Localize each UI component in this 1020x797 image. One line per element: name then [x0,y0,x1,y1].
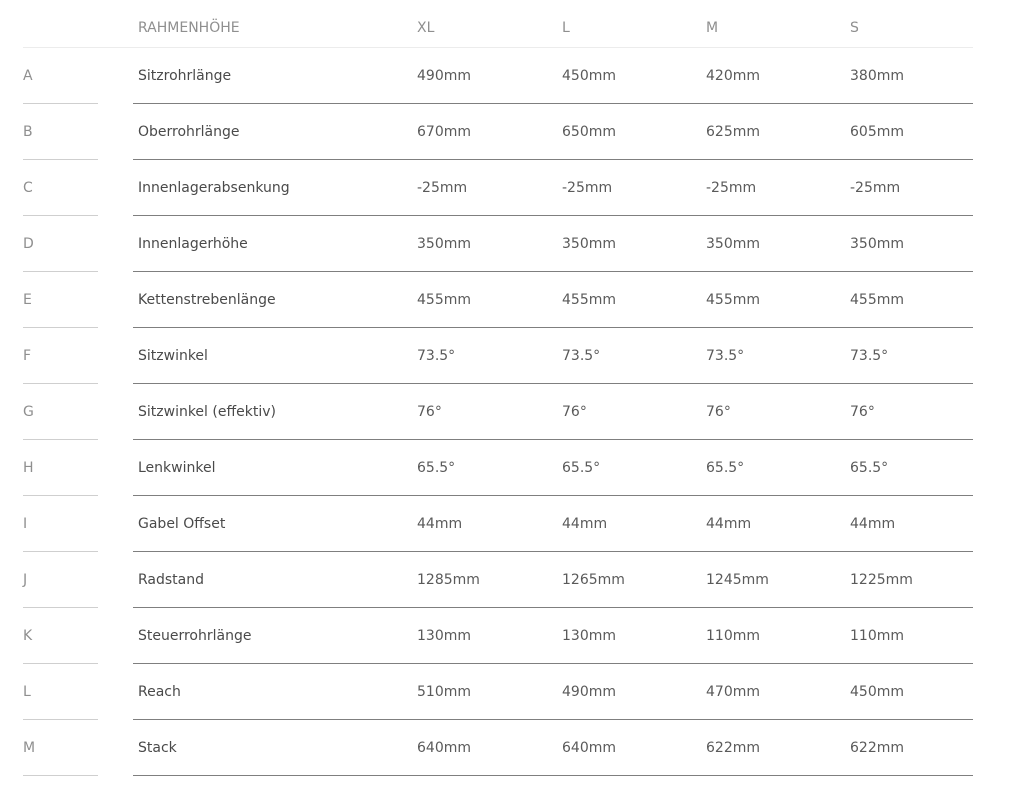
row-value-xl: 490mm [417,68,471,84]
row-value-m: 622mm [706,740,760,756]
row-letter: L [23,684,31,700]
row-value-l: 350mm [562,236,616,252]
row-value-m: 73.5° [706,348,745,364]
row-value-s: 76° [850,404,875,420]
column-header-size-l: L [562,20,570,36]
row-measurement-name: Kettenstrebenlänge [138,292,276,308]
column-header-size-xl: XL [417,20,435,36]
row-measurement-name: Sitzwinkel [138,348,208,364]
table-row [0,440,1020,496]
row-measurement-name: Gabel Offset [138,516,226,532]
row-value-m: -25mm [706,180,757,196]
table-row [0,160,1020,216]
row-measurement-name: Sitzwinkel (effektiv) [138,404,276,420]
table-body [0,48,1020,776]
table-header-row [0,0,1020,48]
row-value-l: 76° [562,404,587,420]
row-value-l: 65.5° [562,460,601,476]
row-value-s: 622mm [850,740,904,756]
table-row [0,272,1020,328]
row-value-l: 650mm [562,124,616,140]
row-value-xl: 640mm [417,740,471,756]
row-letter: J [23,572,28,588]
row-letter: A [23,68,33,84]
row-value-l: 130mm [562,628,616,644]
table-row [0,328,1020,384]
row-letter: E [23,292,32,308]
row-value-s: 350mm [850,236,904,252]
row-value-s: 605mm [850,124,904,140]
row-value-m: 110mm [706,628,760,644]
row-value-l: 455mm [562,292,616,308]
row-value-m: 470mm [706,684,760,700]
row-measurement-name: Innenlagerabsenkung [138,180,290,196]
row-value-s: 380mm [850,68,904,84]
row-value-m: 350mm [706,236,760,252]
row-value-l: 640mm [562,740,616,756]
table-row [0,48,1020,104]
table-row [0,608,1020,664]
column-header-size-s: S [850,20,859,36]
row-value-xl: 455mm [417,292,471,308]
column-header-frame-size: RAHMENHÖHE [138,20,240,36]
table-row [0,104,1020,160]
row-value-xl: 73.5° [417,348,456,364]
row-letter: K [23,628,33,644]
table-row [0,720,1020,776]
row-value-s: 455mm [850,292,904,308]
row-letter: M [23,740,36,756]
row-value-m: 65.5° [706,460,745,476]
row-measurement-name: Innenlagerhöhe [138,236,248,252]
row-letter: H [23,460,34,476]
row-value-l: -25mm [562,180,613,196]
row-letter-divider [23,775,98,776]
row-measurement-name: Stack [138,740,177,756]
column-header-size-m: M [706,20,719,36]
row-letter: D [23,236,34,252]
row-value-l: 73.5° [562,348,601,364]
row-measurement-name: Steuerrohrlänge [138,628,252,644]
table-row [0,216,1020,272]
row-value-m: 1245mm [706,572,769,588]
row-value-s: 65.5° [850,460,889,476]
row-value-xl: 130mm [417,628,471,644]
row-letter: G [23,404,34,420]
row-value-xl: 670mm [417,124,471,140]
row-letter: C [23,180,33,196]
row-value-xl: -25mm [417,180,468,196]
row-measurement-name: Lenkwinkel [138,460,216,476]
row-value-l: 490mm [562,684,616,700]
row-value-s: 450mm [850,684,904,700]
row-measurement-name: Sitzrohrlänge [138,68,232,84]
row-value-xl: 65.5° [417,460,456,476]
table-row [0,496,1020,552]
table-row [0,664,1020,720]
row-measurement-name: Radstand [138,572,205,588]
row-value-l: 44mm [562,516,608,532]
row-divider [133,775,973,776]
row-value-s: 110mm [850,628,904,644]
row-measurement-name: Reach [138,684,181,700]
row-value-l: 450mm [562,68,616,84]
row-value-m: 420mm [706,68,760,84]
row-value-xl: 510mm [417,684,471,700]
row-value-xl: 1285mm [417,572,480,588]
row-value-l: 1265mm [562,572,625,588]
row-value-m: 76° [706,404,731,420]
table-row [0,552,1020,608]
row-value-m: 625mm [706,124,760,140]
row-value-xl: 76° [417,404,442,420]
row-value-s: 44mm [850,516,896,532]
table-row [0,384,1020,440]
row-value-s: -25mm [850,180,901,196]
row-value-s: 1225mm [850,572,913,588]
row-value-xl: 350mm [417,236,471,252]
row-measurement-name: Oberrohrlänge [138,124,240,140]
row-letter: F [23,348,32,364]
row-letter: I [23,516,28,532]
row-letter: B [23,124,33,140]
row-value-m: 455mm [706,292,760,308]
row-value-s: 73.5° [850,348,889,364]
row-value-xl: 44mm [417,516,463,532]
row-value-m: 44mm [706,516,752,532]
